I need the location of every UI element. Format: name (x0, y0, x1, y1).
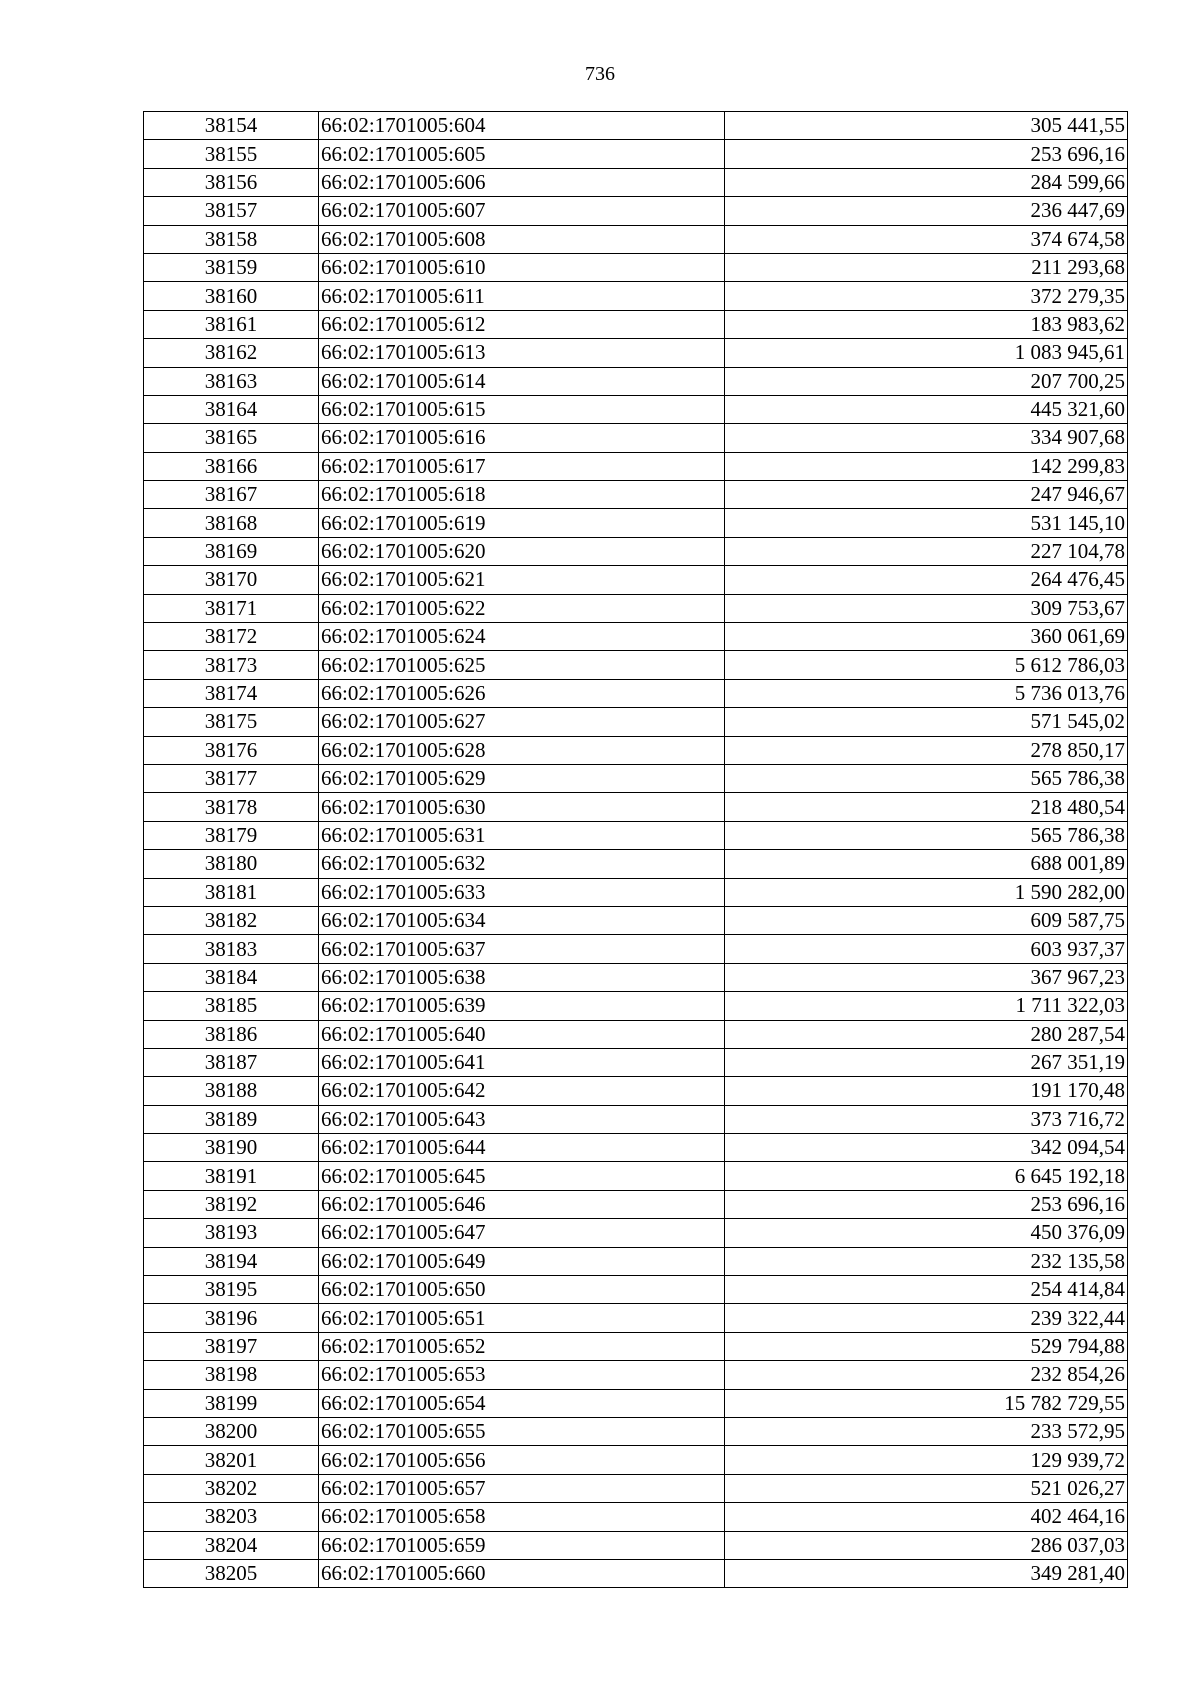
cadastral-number-cell: 66:02:1701005:655 (319, 1417, 725, 1445)
cadastral-number-cell: 66:02:1701005:644 (319, 1134, 725, 1162)
cadastral-number-cell: 66:02:1701005:631 (319, 821, 725, 849)
table-row (144, 1162, 1128, 1190)
row-number-cell: 38200 (144, 1417, 319, 1445)
row-number-cell: 38169 (144, 537, 319, 565)
row-number-cell: 38156 (144, 168, 319, 196)
table-row (144, 821, 1128, 849)
table-row (144, 1531, 1128, 1559)
row-number-cell: 38202 (144, 1474, 319, 1502)
row-number-cell: 38177 (144, 764, 319, 792)
table-row (144, 1446, 1128, 1474)
cadastral-value-cell: 239 322,44 (725, 1304, 1128, 1332)
row-number-cell: 38175 (144, 708, 319, 736)
row-number-cell: 38193 (144, 1219, 319, 1247)
row-number-cell: 38184 (144, 963, 319, 991)
cadastral-value-cell: 278 850,17 (725, 736, 1128, 764)
cadastral-number-cell: 66:02:1701005:621 (319, 566, 725, 594)
row-number-cell: 38196 (144, 1304, 319, 1332)
cadastral-value-cell: 218 480,54 (725, 793, 1128, 821)
table-row (144, 112, 1128, 140)
cadastral-value-cell: 450 376,09 (725, 1219, 1128, 1247)
table-row (144, 708, 1128, 736)
table-row (144, 310, 1128, 338)
table-row (144, 339, 1128, 367)
table-row (144, 850, 1128, 878)
cadastral-value-cell: 183 983,62 (725, 310, 1128, 338)
cadastral-value-cell: 247 946,67 (725, 481, 1128, 509)
cadastral-number-cell: 66:02:1701005:647 (319, 1219, 725, 1247)
row-number-cell: 38173 (144, 651, 319, 679)
cadastral-value-cell: 349 281,40 (725, 1559, 1128, 1587)
cadastral-value-cell: 211 293,68 (725, 253, 1128, 281)
cadastral-value-cell: 360 061,69 (725, 623, 1128, 651)
table-row (144, 395, 1128, 423)
table-body (144, 112, 1128, 1588)
cadastral-value-cell: 603 937,37 (725, 935, 1128, 963)
row-number-cell: 38158 (144, 225, 319, 253)
table-row (144, 1247, 1128, 1275)
row-number-cell: 38201 (144, 1446, 319, 1474)
row-number-cell: 38189 (144, 1105, 319, 1133)
row-number-cell: 38157 (144, 197, 319, 225)
cadastral-value-cell: 267 351,19 (725, 1048, 1128, 1076)
row-number-cell: 38176 (144, 736, 319, 764)
table-row (144, 1105, 1128, 1133)
cadastral-number-cell: 66:02:1701005:608 (319, 225, 725, 253)
row-number-cell: 38204 (144, 1531, 319, 1559)
cadastral-number-cell: 66:02:1701005:605 (319, 140, 725, 168)
table-row (144, 225, 1128, 253)
cadastral-number-cell: 66:02:1701005:629 (319, 764, 725, 792)
row-number-cell: 38170 (144, 566, 319, 594)
cadastral-number-cell: 66:02:1701005:604 (319, 112, 725, 140)
table-row (144, 1474, 1128, 1502)
table-row (144, 168, 1128, 196)
cadastral-number-cell: 66:02:1701005:619 (319, 509, 725, 537)
cadastral-number-cell: 66:02:1701005:622 (319, 594, 725, 622)
table-row (144, 878, 1128, 906)
cadastral-value-cell: 334 907,68 (725, 424, 1128, 452)
cadastral-number-cell: 66:02:1701005:626 (319, 679, 725, 707)
row-number-cell: 38194 (144, 1247, 319, 1275)
cadastral-number-cell: 66:02:1701005:643 (319, 1105, 725, 1133)
table-row (144, 1134, 1128, 1162)
cadastral-value-cell: 373 716,72 (725, 1105, 1128, 1133)
cadastral-number-cell: 66:02:1701005:630 (319, 793, 725, 821)
table-row (144, 793, 1128, 821)
cadastral-value-cell: 529 794,88 (725, 1332, 1128, 1360)
cadastral-number-cell: 66:02:1701005:606 (319, 168, 725, 196)
cadastral-number-cell: 66:02:1701005:659 (319, 1531, 725, 1559)
cadastral-number-cell: 66:02:1701005:611 (319, 282, 725, 310)
cadastral-number-cell: 66:02:1701005:653 (319, 1361, 725, 1389)
table-row (144, 1219, 1128, 1247)
row-number-cell: 38205 (144, 1559, 319, 1587)
row-number-cell: 38162 (144, 339, 319, 367)
row-number-cell: 38167 (144, 481, 319, 509)
cadastral-number-cell: 66:02:1701005:650 (319, 1276, 725, 1304)
row-number-cell: 38159 (144, 253, 319, 281)
cadastral-number-cell: 66:02:1701005:612 (319, 310, 725, 338)
row-number-cell: 38174 (144, 679, 319, 707)
cadastral-value-cell: 1 590 282,00 (725, 878, 1128, 906)
row-number-cell: 38182 (144, 906, 319, 934)
table-row (144, 935, 1128, 963)
row-number-cell: 38197 (144, 1332, 319, 1360)
cadastral-value-cell: 5 612 786,03 (725, 651, 1128, 679)
table-row (144, 452, 1128, 480)
cadastral-number-cell: 66:02:1701005:624 (319, 623, 725, 651)
table-row (144, 1417, 1128, 1445)
cadastral-number-cell: 66:02:1701005:639 (319, 992, 725, 1020)
cadastral-value-cell: 374 674,58 (725, 225, 1128, 253)
table-row (144, 679, 1128, 707)
table-row (144, 651, 1128, 679)
cadastral-number-cell: 66:02:1701005:617 (319, 452, 725, 480)
cadastral-value-cell: 565 786,38 (725, 764, 1128, 792)
cadastral-number-cell: 66:02:1701005:645 (319, 1162, 725, 1190)
table-row (144, 1276, 1128, 1304)
table-row (144, 1389, 1128, 1417)
cadastral-value-cell: 284 599,66 (725, 168, 1128, 196)
table-row (144, 594, 1128, 622)
row-number-cell: 38178 (144, 793, 319, 821)
table-row (144, 1048, 1128, 1076)
row-number-cell: 38180 (144, 850, 319, 878)
row-number-cell: 38160 (144, 282, 319, 310)
page-number: 736 (585, 63, 615, 85)
row-number-cell: 38186 (144, 1020, 319, 1048)
cadastral-value-cell: 1 083 945,61 (725, 339, 1128, 367)
cadastral-number-cell: 66:02:1701005:607 (319, 197, 725, 225)
table-row (144, 537, 1128, 565)
cadastral-value-cell: 445 321,60 (725, 395, 1128, 423)
table-row (144, 509, 1128, 537)
cadastral-value-cell: 372 279,35 (725, 282, 1128, 310)
cadastral-value-cell: 342 094,54 (725, 1134, 1128, 1162)
cadastral-value-cell: 191 170,48 (725, 1077, 1128, 1105)
table-row (144, 963, 1128, 991)
table-row (144, 1190, 1128, 1218)
cadastral-number-cell: 66:02:1701005:652 (319, 1332, 725, 1360)
cadastral-number-cell: 66:02:1701005:660 (319, 1559, 725, 1587)
row-number-cell: 38198 (144, 1361, 319, 1389)
table-row (144, 367, 1128, 395)
cadastral-value-table (143, 111, 1128, 1588)
cadastral-value-cell: 565 786,38 (725, 821, 1128, 849)
cadastral-value-cell: 402 464,16 (725, 1503, 1128, 1531)
cadastral-value-cell: 6 645 192,18 (725, 1162, 1128, 1190)
table-row (144, 1361, 1128, 1389)
table-row (144, 736, 1128, 764)
cadastral-value-cell: 236 447,69 (725, 197, 1128, 225)
table-row (144, 992, 1128, 1020)
table-row (144, 481, 1128, 509)
cadastral-value-cell: 233 572,95 (725, 1417, 1128, 1445)
table-row (144, 764, 1128, 792)
cadastral-value-cell: 232 854,26 (725, 1361, 1128, 1389)
cadastral-value-cell: 609 587,75 (725, 906, 1128, 934)
cadastral-value-cell: 264 476,45 (725, 566, 1128, 594)
cadastral-number-cell: 66:02:1701005:632 (319, 850, 725, 878)
cadastral-number-cell: 66:02:1701005:625 (319, 651, 725, 679)
cadastral-value-cell: 305 441,55 (725, 112, 1128, 140)
cadastral-value-cell: 309 753,67 (725, 594, 1128, 622)
table-row (144, 197, 1128, 225)
cadastral-value-cell: 286 037,03 (725, 1531, 1128, 1559)
table-row (144, 1503, 1128, 1531)
table-row (144, 1332, 1128, 1360)
table-row (144, 1559, 1128, 1587)
cadastral-value-cell: 129 939,72 (725, 1446, 1128, 1474)
cadastral-number-cell: 66:02:1701005:614 (319, 367, 725, 395)
row-number-cell: 38171 (144, 594, 319, 622)
row-number-cell: 38187 (144, 1048, 319, 1076)
cadastral-number-cell: 66:02:1701005:640 (319, 1020, 725, 1048)
row-number-cell: 38179 (144, 821, 319, 849)
table-row (144, 424, 1128, 452)
cadastral-number-cell: 66:02:1701005:656 (319, 1446, 725, 1474)
row-number-cell: 38192 (144, 1190, 319, 1218)
table-row (144, 1020, 1128, 1048)
cadastral-value-cell: 1 711 322,03 (725, 992, 1128, 1020)
cadastral-number-cell: 66:02:1701005:633 (319, 878, 725, 906)
row-number-cell: 38163 (144, 367, 319, 395)
row-number-cell: 38185 (144, 992, 319, 1020)
cadastral-value-cell: 232 135,58 (725, 1247, 1128, 1275)
row-number-cell: 38203 (144, 1503, 319, 1531)
cadastral-value-cell: 253 696,16 (725, 140, 1128, 168)
row-number-cell: 38164 (144, 395, 319, 423)
cadastral-value-cell: 5 736 013,76 (725, 679, 1128, 707)
table-row (144, 253, 1128, 281)
cadastral-number-cell: 66:02:1701005:649 (319, 1247, 725, 1275)
cadastral-number-cell: 66:02:1701005:616 (319, 424, 725, 452)
row-number-cell: 38161 (144, 310, 319, 338)
cadastral-number-cell: 66:02:1701005:634 (319, 906, 725, 934)
table-row (144, 566, 1128, 594)
cadastral-number-cell: 66:02:1701005:651 (319, 1304, 725, 1332)
table-row (144, 140, 1128, 168)
cadastral-value-cell: 280 287,54 (725, 1020, 1128, 1048)
cadastral-number-cell: 66:02:1701005:641 (319, 1048, 725, 1076)
row-number-cell: 38165 (144, 424, 319, 452)
cadastral-value-cell: 207 700,25 (725, 367, 1128, 395)
cadastral-number-cell: 66:02:1701005:618 (319, 481, 725, 509)
cadastral-number-cell: 66:02:1701005:638 (319, 963, 725, 991)
cadastral-number-cell: 66:02:1701005:628 (319, 736, 725, 764)
row-number-cell: 38166 (144, 452, 319, 480)
cadastral-value-cell: 571 545,02 (725, 708, 1128, 736)
cadastral-number-cell: 66:02:1701005:627 (319, 708, 725, 736)
cadastral-value-cell: 688 001,89 (725, 850, 1128, 878)
row-number-cell: 38188 (144, 1077, 319, 1105)
row-number-cell: 38190 (144, 1134, 319, 1162)
row-number-cell: 38195 (144, 1276, 319, 1304)
cadastral-value-cell: 254 414,84 (725, 1276, 1128, 1304)
row-number-cell: 38168 (144, 509, 319, 537)
cadastral-number-cell: 66:02:1701005:654 (319, 1389, 725, 1417)
row-number-cell: 38172 (144, 623, 319, 651)
cadastral-number-cell: 66:02:1701005:613 (319, 339, 725, 367)
cadastral-number-cell: 66:02:1701005:637 (319, 935, 725, 963)
row-number-cell: 38191 (144, 1162, 319, 1190)
table-row (144, 1077, 1128, 1105)
cadastral-number-cell: 66:02:1701005:657 (319, 1474, 725, 1502)
cadastral-value-cell: 142 299,83 (725, 452, 1128, 480)
cadastral-number-cell: 66:02:1701005:642 (319, 1077, 725, 1105)
cadastral-value-cell: 521 026,27 (725, 1474, 1128, 1502)
cadastral-number-cell: 66:02:1701005:610 (319, 253, 725, 281)
table-row (144, 282, 1128, 310)
cadastral-number-cell: 66:02:1701005:620 (319, 537, 725, 565)
cadastral-value-cell: 15 782 729,55 (725, 1389, 1128, 1417)
row-number-cell: 38183 (144, 935, 319, 963)
row-number-cell: 38155 (144, 140, 319, 168)
cadastral-value-cell: 253 696,16 (725, 1190, 1128, 1218)
cadastral-number-cell: 66:02:1701005:615 (319, 395, 725, 423)
row-number-cell: 38154 (144, 112, 319, 140)
table-row (144, 623, 1128, 651)
table-row (144, 1304, 1128, 1332)
cadastral-value-cell: 227 104,78 (725, 537, 1128, 565)
row-number-cell: 38199 (144, 1389, 319, 1417)
cadastral-number-cell: 66:02:1701005:646 (319, 1190, 725, 1218)
table-row (144, 906, 1128, 934)
cadastral-value-cell: 531 145,10 (725, 509, 1128, 537)
row-number-cell: 38181 (144, 878, 319, 906)
cadastral-value-cell: 367 967,23 (725, 963, 1128, 991)
cadastral-number-cell: 66:02:1701005:658 (319, 1503, 725, 1531)
